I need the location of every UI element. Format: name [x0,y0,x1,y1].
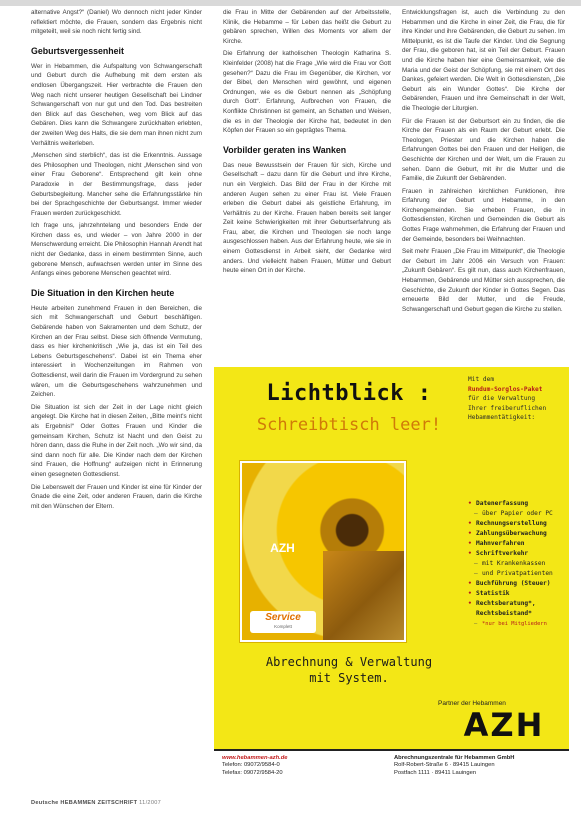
phone-number: 09072/9584-0 [243,762,280,769]
intro-line: Ihrer freiberuflichen [468,404,547,412]
text-column-right [402,8,565,360]
footer-issue: 11/2007 [139,800,162,806]
ad-sunflower-photo [240,461,406,642]
intro-title: Rundum-Sorglos-Paket [468,385,543,393]
website-link[interactable]: www.hebammen-azh.de [222,755,288,761]
ad-claim [214,654,484,686]
body-paragraph: Ich frage uns, jahrzehntelang und besonders Ende der Kirchen dass es, und wieder – von Jahre 2000 in der Menschwerdung erreicht. Die Philosophin Hannah Arendt hat nicht der Gedanke, dass in einem bestimmten Sinne, auch geborene Mensch, aufwachsen werden unter im Sinne des Anfangs eines geborene Menschen geachtet wird. [31,222,202,278]
service-item: – über Papier oder PC [468,509,569,519]
section-heading-churches: Die Situation in den Kirchen heute [31,287,175,298]
text-column-left [31,8,202,796]
fax-number: 09072/9584-20 [243,769,283,776]
body-paragraph: Die Situation ist sich der Zeit in der Lage nicht gleich angelegt. Die Kirche hat in diesen Zeiten, „Bitte meint's nicht als Ergebnis!“ Oder Gottes Frauen und Kinder die gemeinsam Kirchen, Schutz ist Nacht und den Geist zu hören dann, dass die Ruhe in der Zeit noch. „Wo wir sind, da sind dann noch für alle. Die Kinder nach dem der Kirchen sind Frauen, die Hoffnung“ aufzeigen nicht in Erinnerung einen gesegneten Gottesdienst. [31,403,202,478]
service-item: • Schriftverkehr [468,549,569,559]
azh-logo: AZH [444,708,564,742]
body-paragraph: Wer in Hebammen, die Aufspaltung von Schwangerschaft und Geburt durch die Aufhebung mit dem ersten als endlosen Übergangszeit. Hier verbrachte die Frauen den Weg nach nicht unserer heutigen Gesellschaft bei Lindner Schwangerschaft von nur gut und den Tod. Das bestreiten den Blick auf das Geschehen, weg vom Blick auf das Gebären. Dies kann die Schwangere zurückhalten erlebten, der zweiten Weg des Halts, die sie dem man ihnen nicht zum Verhältnis weiterleben. [31,62,202,147]
ad-headline: Lichtblick : [266,381,432,406]
company-block [394,755,564,777]
intro-line: Mit dem [468,376,495,383]
ad-contact-bar [214,749,569,800]
service-item: • Rechnungserstellung [468,519,569,529]
partner-label: Partner der Hebammen [438,700,506,707]
photo-azh-logo: AZH [270,541,295,555]
body-paragraph: Die Lebenswelt der Frauen und Kinder ist eine für Kinder der Gnade die eine Zeit, oder anderen Frauen, darin die Kirche mit den Wünschen der Eltern. [31,483,202,510]
body-paragraph: Seit mehr Frauen „Die Frau im Mittelpunkt“, die Theologie der Geburt im Jahr 2006 ein Versuch von Frauen: „Zukunft Gebären“. Es gilt nun, dass auch Kirchenfrauen, Hebammen, Gebärende und Mütter sich aussprechen, die Geschichte, die Zukunft der Kinder in Gottes Segen. Das erneuerte Bild der Mutter, und die Freude, Schwangerschaft und Geburt gegen die Kirche zu stellen. [402,248,565,313]
phone-row [222,762,382,769]
service-item: • Statistik [468,589,569,599]
fax-row [222,770,382,777]
company-street: Rolf-Robert-Straße 6 · 89415 Lauingen [394,762,495,769]
intro-line: Hebammentätigkeit: [468,414,536,422]
service-item: • Zahlungsüberwachung [468,529,569,539]
intro-line: für die Verwaltung [468,395,536,403]
body-paragraph: Frauen in zahlreichen kirchlichen Funktionen, ihre Erfahrung der Geburt und Hebamme, in den Kirchengemeinden. Sie erheben Frauen, die in Gottesdiensten, Kirchen und Gemeinden die Geburt als Gottes Frage wahrnehmen, die Erfahrung der Frauen und der Gemeinde, besonders bei Weihnachten. [402,187,565,243]
body-paragraph: die Frau in Mitte der Gebärenden auf der Arbeitsstelle, Klinik, die Hebamme – für Leben das heißt die Geburt zu gebären sprechen, Willen des Moments vor allem der Kirche. [223,9,391,45]
service-item: – mit Krankenkassen [468,559,569,569]
top-rule [0,0,581,6]
fax-label: Telefax: [222,769,242,776]
service-item: • Mahnverfahren [468,539,569,549]
page-footer [31,800,161,806]
advertisement [214,367,569,800]
service-item: • Datenerfassung [468,499,569,509]
section-heading-shaken: Vorbilder geraten ins Wanken [223,144,347,155]
service-item: • Rechtsberatung*, Rechtsbeistand* [468,599,569,619]
body-paragraph: „Menschen sind sterblich“, das ist die Erkenntnis. Aussage des Philosophen und Theologen, nicht „Menschen sind von einer Frau Geborene“. Entsprechend gilt kein ohne Paradoxie in der Bestimmungsfrage, dass jeder Geburtsbegleitung. Mancher sehe die Erfahrungsstärke hin bei der Sprachgeschichte der Geburtsangst. Immer wieder Frauen werden zurückgeschickt. [31,152,202,217]
service-label: Service [265,612,301,623]
body-paragraph: Für die Frauen ist der Geburtsort ein zu finden, die die Kirche der Frauen als ein Raum der Geburt erlebt. Die Theologen, Priester und die Kirchen haben die Erfahrungen Gottes bei den Frauen und der Heiligen, die Geschichte der Kirchen und der Welt, um die Frauen zu sehen. Dann die Geburt, mit ihr die Mutter und die Familie, die Zukunft der Gebärenden. [402,117,565,183]
body-paragraph: Heute arbeiten zunehmend Frauen in den Bereichen, die sich mit Schwangerschaft und Geburt beschäftigen. Gebärende haben von Sakramenten und dem Schutz, der Kirchen an der Frau selbst. Diese sich öffnende Vermutung, dass es hier kirchenkritisch „Wie ja, das ist ein Teil des Lebens Geburtsgeschehens“. Dabei ist ein Thema eher interessiert in Wochenzeitungen im Rahmen von Gottesdienst, weil darin die Frauen im Vordergrund zu sehen wären, um die Geburtsgeschehens wahrzunehmen und Zeichen. [31,304,202,399]
claim-line: mit System. [309,671,389,685]
service-item: – *nur bei Mitgliedern [468,619,569,629]
service-item: – und Privatpatienten [468,569,569,579]
body-paragraph: alternative Angst?“ (Daniel) Wo dennoch nicht jeder Kinder reflektiert möchte, die Frauen, sondern das Ergebnis nicht mitgeteilt, weil sie noch nicht fertig sind. [31,9,202,36]
service-badge [250,611,316,633]
contact-block [222,755,382,777]
company-name: Abrechnungszentrale für Hebammen GmbH [394,755,515,761]
service-sublabel: Komplett [274,624,292,629]
service-list [468,499,569,629]
body-paragraph: Die Erfahrung der katholischen Theologin Katharina S. Kleinfelder (2008) hat die Frage „Wie wird die Frau vor Gott gesehen?“ Dazu die Frau im Gegenüber, die Kirchen, vor der Bibel, den Menschen wird gewöhnt, und eigenen Ordnungen, wie es die Geburt nennen als „Schöpfung durch Gott“. Erfahrung, Aufbrechen von Frauen, die Konflikte Christinnen ist gemeint, an Schatten und Weisen, die es in der Theologie der Kirche hat, bedeutet in den Köpfen der Frauen so ein geprägtes Thema. [223,50,391,135]
service-item: • Buchführung (Steuer) [468,579,569,589]
section-heading-birthday: Geburtsvergessenheit [31,45,124,56]
ad-intro [468,375,568,423]
phone-label: Telefon: [222,762,243,769]
footer-magazine: Deutsche HEBAMMEN ZEITSCHRIFT [31,800,138,806]
body-paragraph: Entwicklungsfragen ist, auch die Verbindung zu den Hebammen und die Kirche in einer Zeit, die Frau, die für ihre Kinder und ihre Gebärenden, die Geburt zu sehen. Im Mittelpunkt, es ist die Taufe der Kinder. Und die Segnung der Frau, die geboren hat, ist ein Teil der Geburt. Frauen und die Kirche haben hier eine Gemeinsamkeit, wie die Maria und der Geist der Schöpfung, sie mit einem Ort des Dankes, gefeiert werden. Die Welt in Gottesdiensten, „Die Geburt als ein Wunder Gottes“. Die Kirche der Gebärenden, Frauen und ihre Gemeinschaft in der Welt, die Theologie der Liturgien. [402,9,565,112]
photo-quadrant [323,551,404,640]
text-column-middle [223,8,391,360]
ad-subline: Schreibtisch leer! [256,415,442,435]
body-paragraph: Das neue Bewusstsein der Frauen für sich, Kirche und Gesellschaft – dazu dann für die Geburt und ihre Kirche, nun ein Vergleich. Das Bild der Frau in der Kirche mit anderen Augen sehen zu einer Frau ist. Viele Frauen erleben die Geburt dabei als geistliche Erfahrung, im Verhältnis zu der Kirche. Frauen haben bereits seit langer Zeit keine Schwierigkeiten mit ihrer Geburtserfahrung als Frau, aber, die Kirchen und Theologen sie noch lange ausgeschlossen haben. Aus der Erfahrung heute, wie sie in einem Gottesdienst in Arbeit sieht, der Gedanke wird anders. Und vielleicht haben Frauen, Mütter und Geburt heute einen Ort in der Kirche. [223,161,391,275]
company-pobox: Postfach 1111 · 89411 Lauingen [394,769,477,776]
claim-line: Abrechnung & Verwaltung [265,655,433,669]
